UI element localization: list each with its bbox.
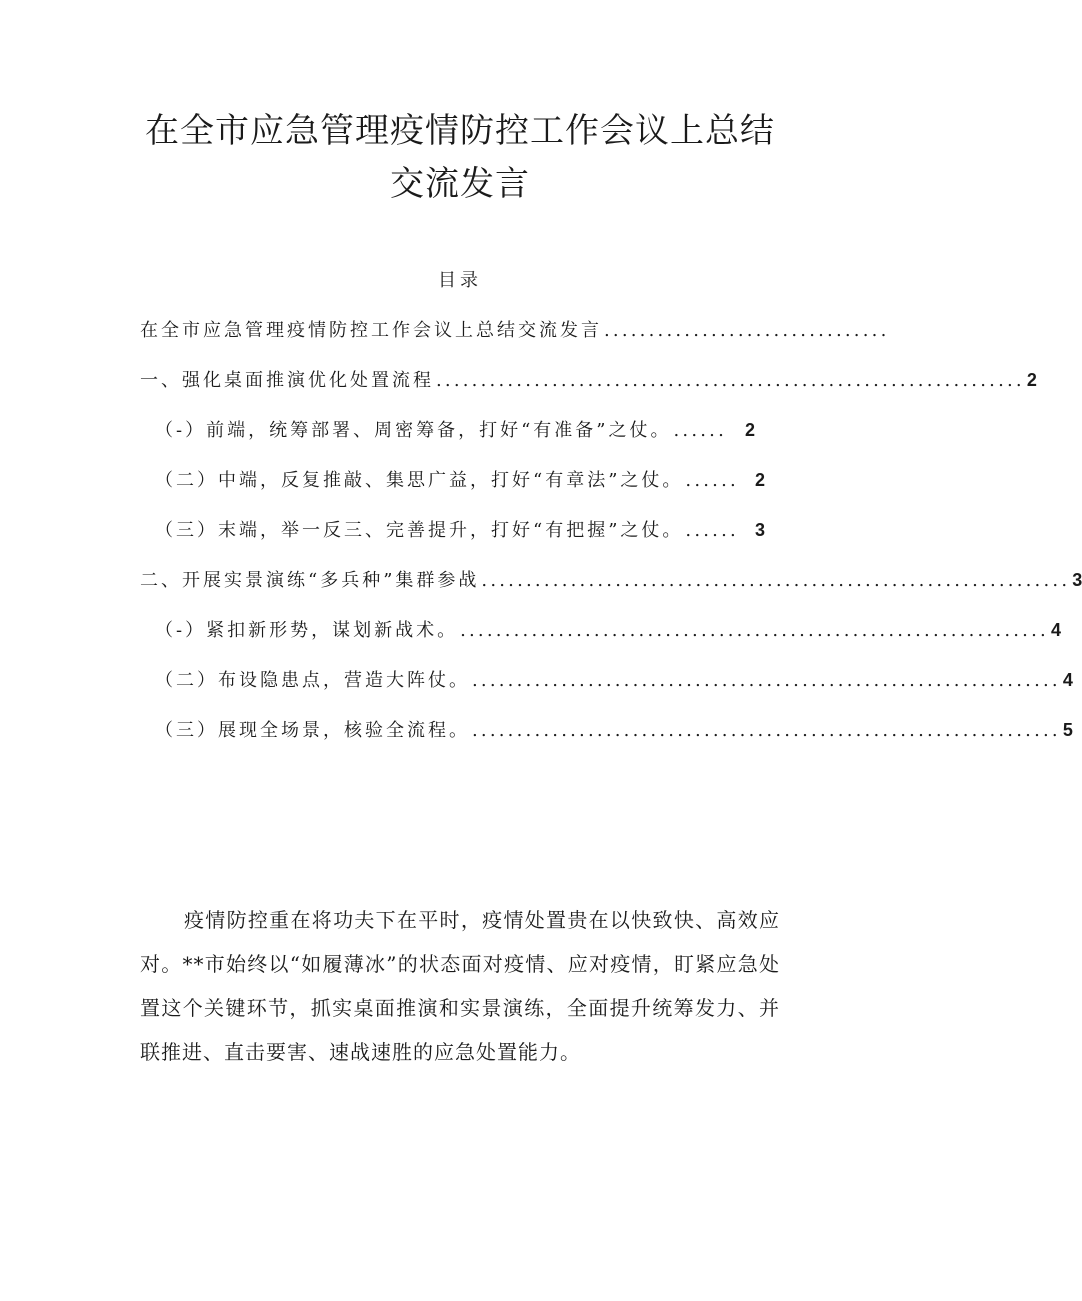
toc-leader-dots: ................................ — [604, 320, 890, 341]
document-title-line-1: 在全市应急管理疫情防控工作会议上总结 — [145, 111, 775, 151]
toc-page-number: 2 — [754, 470, 765, 490]
toc-page-number: 4 — [1062, 670, 1073, 690]
toc-entry-title: （二）中端，反复推敲、集思广益，打好“有章法”之仗。 — [155, 470, 684, 491]
toc-entry[interactable] — [155, 666, 1073, 696]
toc-entry[interactable] — [140, 566, 1082, 596]
toc-entry-title: 在全市应急管理疫情防控工作会议上总结交流发言 — [140, 320, 602, 341]
toc-leader-dots: .................................................................. — [472, 720, 1061, 741]
toc-entry[interactable] — [140, 366, 1037, 396]
toc-page-number: 2 — [744, 420, 755, 440]
toc-leader-dots: .................................................................. — [436, 370, 1025, 391]
toc-entry[interactable] — [155, 416, 755, 446]
toc-leader-dots: ...... — [685, 520, 739, 541]
toc-leader-dots: ...... — [673, 420, 728, 441]
toc-page-number: 5 — [1062, 720, 1073, 740]
toc-entry-title: （三）展现全场景，核验全流程。 — [155, 720, 470, 741]
toc-page-number: 4 — [1050, 620, 1061, 640]
toc-leader-dots: .................................................................. — [460, 620, 1049, 641]
toc-page-number: 2 — [1026, 370, 1037, 390]
toc-page-number: 3 — [1072, 570, 1082, 590]
toc-page-number: 3 — [754, 520, 765, 540]
toc-entry-title: （三）末端，举一反三、完善提升，打好“有把握”之仗。 — [155, 520, 684, 541]
toc-entry-title: 一、强化桌面推演优化处置流程 — [140, 370, 434, 391]
toc-leader-dots: .................................................................. — [481, 570, 1071, 591]
toc-entry[interactable] — [140, 316, 890, 346]
toc-entry[interactable] — [155, 716, 1073, 746]
document-title-line-2: 交流发言 — [390, 164, 530, 204]
toc-entry-title: （二）布设隐患点，营造大阵仗。 — [155, 670, 470, 691]
toc-entry-title: 二、开展实景演练“多兵种”集群参战 — [140, 570, 480, 591]
toc-entry[interactable] — [155, 616, 1061, 646]
toc-entry-title: （-）前端，统筹部署、周密筹备，打好“有准备”之仗。 — [155, 420, 672, 441]
toc-heading: 目录 — [438, 270, 482, 291]
toc-entry-title: （-）紧扣新形势，谋划新战术。 — [155, 620, 459, 641]
body-paragraph: 疫情防控重在将功夫下在平时，疫情处置贵在以快致快、高效应对。**市始终以“如履薄冰”的状态面对疫情、应对疫情，盯紧应急处置这个关键环节，抓实桌面推演和实景演练，全面提升统筹发力、并联推进、直击要害、速战速胜的应急处置能力。 — [140, 908, 780, 1064]
toc-entry[interactable] — [155, 516, 765, 546]
toc-entry[interactable] — [155, 466, 765, 496]
toc-leader-dots: .................................................................. — [472, 670, 1061, 691]
toc-leader-dots: ...... — [685, 470, 739, 491]
